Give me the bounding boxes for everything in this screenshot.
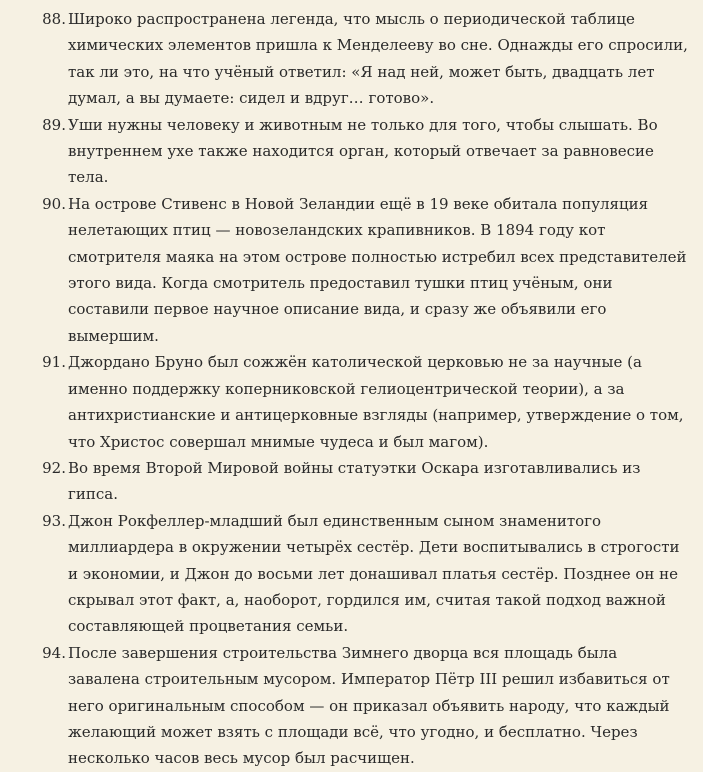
item-text: Джон Рокфеллер-младший был единственным сыном знаменитого миллиардера в окружении четырёх сестёр. Дети воспитывались в строгости и экономии, и Джон до восьми лет донашивал платья сестёр. Позднее он не скрывал этот факт, а, наоборот, гордился им, считая такой подход важной составляющей процветания семьи. xyxy=(68,511,680,636)
list-item xyxy=(18,191,689,349)
item-text: Во время Второй Мировой войны статуэтки Оскара изготавливались из гипса. xyxy=(68,458,641,504)
item-number: 90. xyxy=(42,194,66,213)
item-number: 92. xyxy=(42,458,66,477)
item-text: После завершения строительства Зимнего дворца вся площадь была завалена строительным мусором. Император Пётр III решил избавиться от него оригинальным способом — он приказал объявить народу, что каждый желающий может взять с площади всё, что угодно, и бесплатно. Через несколько часов весь мусор был расчищен. xyxy=(68,643,670,768)
item-number: 94. xyxy=(42,643,66,662)
item-text: Джордано Бруно был сожжён католической церковью не за научные (а именно поддержку коперниковской гелиоцентрической теории), а за антихристианские и антицерковные взгляды (например, утверждение о том, что Христос совершал мнимые чудеса и был магом). xyxy=(68,353,684,451)
item-text: Уши нужны человеку и животным не только для того, чтобы слышать. Во внутреннем ухе также находится орган, который отвечает за равновесие тела. xyxy=(68,115,658,187)
list-item xyxy=(18,112,689,191)
item-text: На острове Стивенс в Новой Зеландии ещё в 19 веке обитала популяция нелетающих птиц — новозеландских крапивников. В 1894 году кот смотрителя маяка на этом острове полностью истребил всех представителей этого вида. Когда смотритель предоставил тушки птиц учёным, они составили первое научное описание вида, и сразу же объявили его вымершим. xyxy=(68,194,687,345)
item-text: Широко распространена легенда, что мысль о периодической таблице химических элементов пришла к Менделееву во сне. Однажды его спросили, так ли это, на что учёный ответил: «Я над ней, может быть, двадцать лет думал, а вы думаете: сидел и вдруг… готово». xyxy=(68,10,688,108)
item-number: 89. xyxy=(42,115,66,134)
list-item xyxy=(18,455,689,508)
item-number: 93. xyxy=(42,511,66,530)
list-item xyxy=(18,349,689,455)
list-item xyxy=(18,640,689,772)
item-number: 91. xyxy=(42,353,66,372)
list-item xyxy=(18,508,689,640)
item-number: 88. xyxy=(42,10,66,28)
list-item xyxy=(18,6,689,112)
facts-list xyxy=(18,6,689,772)
